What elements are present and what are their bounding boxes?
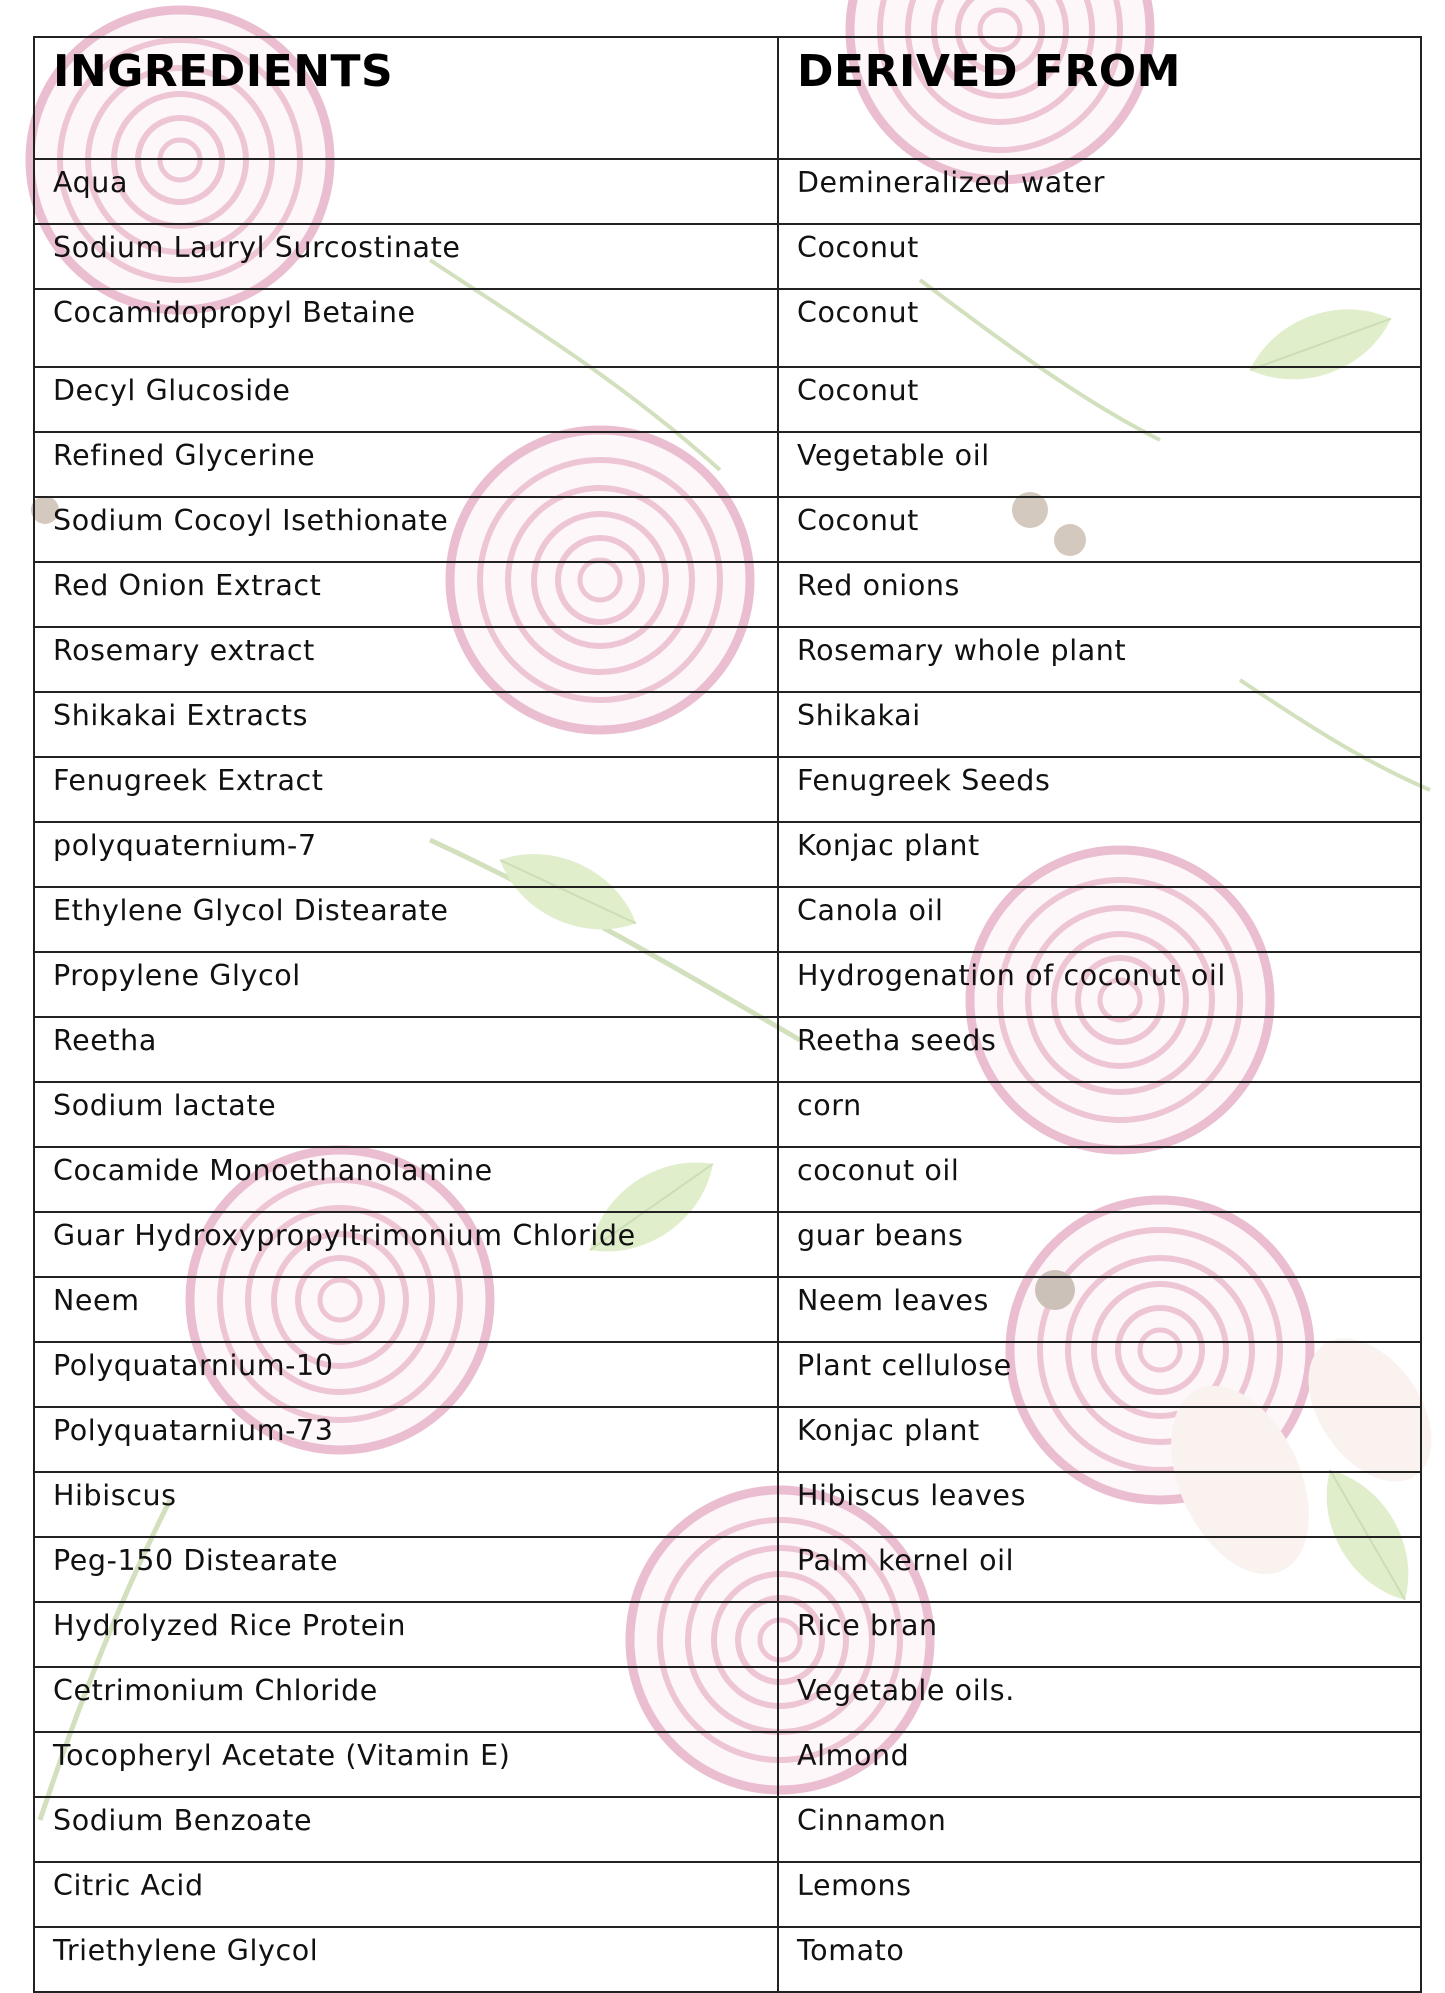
table-row — [34, 432, 1421, 497]
table-row — [34, 1927, 1421, 1992]
derived-from-cell: Palm kernel oil — [778, 1537, 1421, 1602]
derived-from-cell: Coconut — [778, 497, 1421, 562]
table-row — [34, 1212, 1421, 1277]
ingredient-cell: Red Onion Extract — [34, 562, 778, 627]
derived-from-cell: Rosemary whole plant — [778, 627, 1421, 692]
table-row — [34, 1537, 1421, 1602]
ingredients-sheet — [33, 36, 1420, 1993]
table-row — [34, 289, 1421, 367]
derived-from-cell: Red onions — [778, 562, 1421, 627]
ingredient-cell: Cetrimonium Chloride — [34, 1667, 778, 1732]
derived-from-cell: Tomato — [778, 1927, 1421, 1992]
table-row — [34, 1407, 1421, 1472]
ingredients-column-header: INGREDIENTS — [34, 37, 778, 159]
ingredient-cell: Triethylene Glycol — [34, 1927, 778, 1992]
ingredient-cell: Polyquatarnium-73 — [34, 1407, 778, 1472]
table-header-row — [34, 37, 1421, 159]
derived-from-cell: Rice bran — [778, 1602, 1421, 1667]
table-row — [34, 1017, 1421, 1082]
table-row — [34, 1667, 1421, 1732]
ingredient-cell: polyquaternium-7 — [34, 822, 778, 887]
ingredient-cell: Shikakai Extracts — [34, 692, 778, 757]
derived-from-cell: Almond — [778, 1732, 1421, 1797]
table-row — [34, 367, 1421, 432]
ingredient-cell: Hibiscus — [34, 1472, 778, 1537]
ingredient-cell: Cocamidopropyl Betaine — [34, 289, 778, 367]
ingredient-cell: Peg-150 Distearate — [34, 1537, 778, 1602]
derived-from-cell: Reetha seeds — [778, 1017, 1421, 1082]
derived-from-cell: guar beans — [778, 1212, 1421, 1277]
derived-from-cell: Fenugreek Seeds — [778, 757, 1421, 822]
ingredient-cell: Aqua — [34, 159, 778, 224]
table-row — [34, 1797, 1421, 1862]
ingredient-cell: Sodium lactate — [34, 1082, 778, 1147]
derived-from-cell: Shikakai — [778, 692, 1421, 757]
table-row — [34, 692, 1421, 757]
ingredient-cell: Decyl Glucoside — [34, 367, 778, 432]
ingredient-cell: Sodium Benzoate — [34, 1797, 778, 1862]
table-row — [34, 952, 1421, 1017]
derived-from-cell: Cinnamon — [778, 1797, 1421, 1862]
table-row — [34, 757, 1421, 822]
derived-from-cell: Konjac plant — [778, 1407, 1421, 1472]
ingredient-cell: Guar Hydroxypropyltrimonium Chloride — [34, 1212, 778, 1277]
derived-from-cell: Coconut — [778, 289, 1421, 367]
ingredient-cell: Sodium Cocoyl Isethionate — [34, 497, 778, 562]
ingredient-cell: Cocamide Monoethanolamine — [34, 1147, 778, 1212]
table-row — [34, 159, 1421, 224]
table-row — [34, 1472, 1421, 1537]
ingredient-cell: Hydrolyzed Rice Protein — [34, 1602, 778, 1667]
derived-from-cell: Hibiscus leaves — [778, 1472, 1421, 1537]
derived-from-cell: corn — [778, 1082, 1421, 1147]
ingredient-cell: Neem — [34, 1277, 778, 1342]
table-row — [34, 627, 1421, 692]
ingredient-cell: Reetha — [34, 1017, 778, 1082]
derived-from-cell: Demineralized water — [778, 159, 1421, 224]
ingredient-cell: Polyquatarnium-10 — [34, 1342, 778, 1407]
derived-from-cell: Plant cellulose — [778, 1342, 1421, 1407]
table-row — [34, 1277, 1421, 1342]
derived-from-column-header: DERIVED FROM — [778, 37, 1421, 159]
derived-from-cell: Lemons — [778, 1862, 1421, 1927]
ingredient-cell: Citric Acid — [34, 1862, 778, 1927]
derived-from-cell: Vegetable oil — [778, 432, 1421, 497]
table-row — [34, 887, 1421, 952]
ingredient-cell: Tocopheryl Acetate (Vitamin E) — [34, 1732, 778, 1797]
table-row — [34, 1602, 1421, 1667]
derived-from-cell: Canola oil — [778, 887, 1421, 952]
ingredient-cell: Refined Glycerine — [34, 432, 778, 497]
derived-from-cell: coconut oil — [778, 1147, 1421, 1212]
ingredient-cell: Rosemary extract — [34, 627, 778, 692]
derived-from-cell: Coconut — [778, 224, 1421, 289]
table-row — [34, 1862, 1421, 1927]
derived-from-cell: Vegetable oils. — [778, 1667, 1421, 1732]
derived-from-cell: Coconut — [778, 367, 1421, 432]
table-row — [34, 1342, 1421, 1407]
ingredient-cell: Propylene Glycol — [34, 952, 778, 1017]
table-row — [34, 1082, 1421, 1147]
table-row — [34, 1147, 1421, 1212]
ingredients-table — [33, 36, 1422, 1993]
table-row — [34, 822, 1421, 887]
table-row — [34, 497, 1421, 562]
derived-from-cell: Neem leaves — [778, 1277, 1421, 1342]
ingredient-cell: Sodium Lauryl Surcostinate — [34, 224, 778, 289]
table-row — [34, 562, 1421, 627]
derived-from-cell: Konjac plant — [778, 822, 1421, 887]
ingredient-cell: Fenugreek Extract — [34, 757, 778, 822]
ingredient-cell: Ethylene Glycol Distearate — [34, 887, 778, 952]
derived-from-cell: Hydrogenation of coconut oil — [778, 952, 1421, 1017]
table-row — [34, 224, 1421, 289]
table-row — [34, 1732, 1421, 1797]
